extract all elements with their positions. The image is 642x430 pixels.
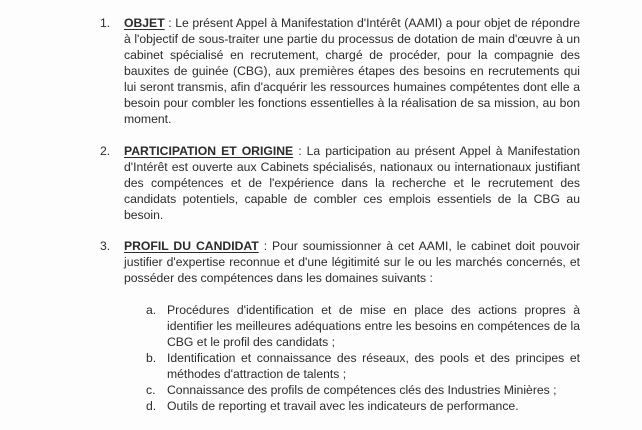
profile-items-list (146, 302, 580, 414)
section-title: PROFIL DU CANDIDAT (124, 239, 259, 253)
section-text: Le présent Appel à Manifestation d'Intérêt (AAMI) a pour objet de répondre à l'objectif de sous-traiter une partie du processus de dotation de main d'œuvre à un cabinet spécialisé en recrutement, chargé de procéder, pour la compagnie des bauxites de guinée (CBG), aux premières étapes des besoins en recrutements qui lui seront transmis, afin d'acquérir les ressources humaines compétentes dont elle a besoin pour combler les fonctions essentielles à la réalisation de sa mission, au bon moment. (124, 16, 580, 126)
section-body (124, 15, 580, 127)
section-text: Pour soumissionner à cet AAMI, le cabinet doit pouvoir justifier d'expertise reconnue et d'une légitimité sur le ou les marchés concernés, et posséder des compétences dans les domaines suivants : (124, 239, 580, 285)
list-item (146, 382, 580, 398)
section-text: La participation au présent Appel à Manifestation d'Intérêt est ouverte aux Cabinets spécialisés, nationaux ou internationaux justifiant des compétences et de l'expérience dans la recherche et le recrutement des candidats potentiels, capable de combler ces emplois essentiels de la CBG au besoin. (124, 144, 580, 222)
item-text: Connaissance des profils de compétences clés des Industries Minières ; (167, 383, 557, 397)
section-separator: : (258, 239, 273, 253)
section-separator: : (293, 144, 307, 158)
list-item (146, 398, 580, 414)
item-letter: b. (146, 351, 157, 365)
item-letter: c. (146, 383, 156, 397)
item-letter: d. (146, 399, 157, 413)
section-title: PARTICIPATION ET ORIGINE (124, 144, 294, 158)
section-body (124, 238, 580, 286)
section-number: 1. (100, 16, 111, 30)
section-body (124, 143, 580, 223)
section-title: OBJET (124, 16, 165, 30)
section-number: 2. (100, 144, 111, 158)
item-letter: a. (146, 303, 157, 317)
list-item (146, 302, 580, 350)
section-separator: : (164, 16, 176, 30)
item-text: Identification et connaissance des réseaux, des pools et des principes et méthodes d'attraction de talents ; (167, 351, 580, 381)
item-text: Outils de reporting et travail avec les indicateurs de performance. (167, 399, 519, 413)
list-item (146, 350, 580, 382)
item-text: Procédures d'identification et de mise en place des actions propres à identifier les meilleures adéquations entre les besoins en compétences de la CBG et le profil des candidats ; (167, 303, 580, 349)
section-number: 3. (100, 239, 111, 253)
